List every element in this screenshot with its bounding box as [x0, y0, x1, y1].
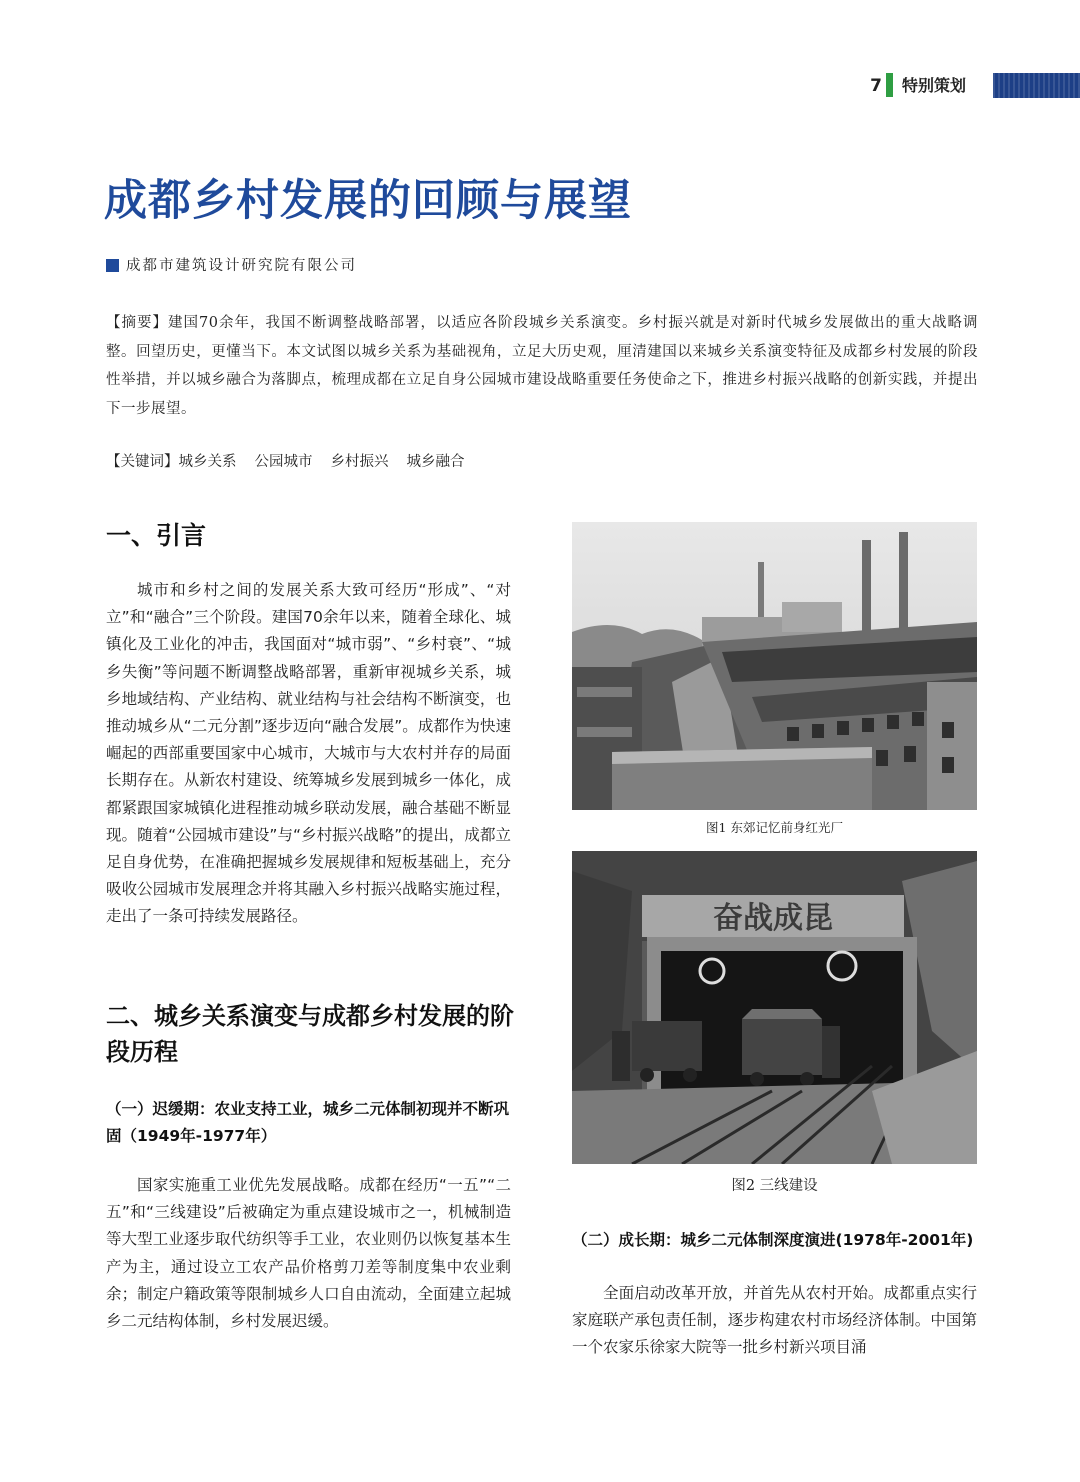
- intro-body: 城市和乡村之间的发展关系大致可经历“形成”、“对立”和“融合”三个阶段。建国70余年以来，随着全球化、城镇化及工业化的冲击，我国面对“城市弱”、“乡村衰”、“城乡失衡”等问题不断调整战略部署，重新审视城乡关系，城乡地域结构、产业结构、就业结构与社会结构不断演变，也推动城乡从“二元分割”逐步迈向“融合发展”。成都作为快速崛起的西部重要国家中心城市，大城市与大农村并存的局面长期存在。从新农村建设、统筹城乡发展到城乡一体化，成都紧跟国家城镇化进程推动城乡联动发展，融合基础不断显现。随着“公园城市建设”与“乡村振兴战略”的提出，成都立足自身优势，在准确把握城乡发展规律和短板基础上，充分吸收公园城市发展理念并将其融入乡村振兴战略实施过程，走出了一条可持续发展路径。: [106, 581, 511, 926]
- subsection2-body: 全面启动改革开放，并首先从农村开始。成都重点实行家庭联产承包责任制，逐步构建农村市场经济体制。中国第一个农家乐徐家大院等一批乡村新兴项目涌: [572, 1284, 977, 1357]
- figure1-caption: 图1 东郊记忆前身红光厂: [706, 820, 843, 835]
- figure1-photo: [572, 522, 977, 810]
- author: 成都市建筑设计研究院有限公司: [126, 258, 357, 274]
- figure2-banner: 奋战成昆: [713, 901, 833, 936]
- page-number: 7: [870, 76, 882, 96]
- author-square-icon: [106, 259, 119, 272]
- keyword: 城乡关系: [178, 454, 237, 470]
- subsection1-body: 国家实施重工业优先发展战略。成都在经历“一五”“二五”和“三线建设”后被确定为重点建设城市之一，机械制造等大型工业逐步取代纺织等手工业，农业则仍以恢复基本生产为主，通过设立工农产品价格剪刀差等制度集中农业剩余；制定户籍政策等限制城乡人口自由流动，全面建立起城乡二元结构体制，乡村发展迟缓。: [106, 1176, 511, 1331]
- keywords: [106, 448, 978, 476]
- figure2-caption: 图2 三线建设: [731, 1178, 818, 1194]
- abstract: 【摘要】建国70余年，我国不断调整战略部署，以适应各阶段城乡关系演变。乡村振兴就是对新时代城乡发展做出的重大战略调整。回望历史，更懂当下。本文试图以城乡关系为基础视角，立足大历史观，厘清建国以来城乡关系演变特征及成都乡村发展的阶段性举措，并以城乡融合为落脚点，梳理成都在立足自身公园城市建设战略重要任务使命之下，推进乡村振兴战略的创新实践，并提出下一步展望。: [106, 315, 978, 417]
- section2-heading: 二、城乡关系演变与成都乡村发展的阶段历程: [106, 1002, 514, 1066]
- article-title: 成都乡村发展的回顾与展望: [104, 176, 632, 226]
- keyword: 乡村振兴: [330, 454, 389, 470]
- intro-heading: 一、引言: [106, 521, 207, 550]
- keyword: 公园城市: [254, 454, 313, 470]
- figure2-photo: [572, 851, 977, 1164]
- subsection1-heading: （一）迟缓期：农业支持工业，城乡二元体制初现并不断巩固（1949年-1977年）: [106, 1100, 510, 1145]
- header-band: [993, 73, 1080, 98]
- keywords-label: 【关键词】: [106, 454, 179, 470]
- keyword: 城乡融合: [406, 454, 465, 470]
- subsection2-heading: （二）成长期：城乡二元体制深度演进(1978年-2001年): [572, 1231, 974, 1249]
- section-label: 特别策划: [902, 76, 967, 95]
- section-marker: [886, 73, 893, 97]
